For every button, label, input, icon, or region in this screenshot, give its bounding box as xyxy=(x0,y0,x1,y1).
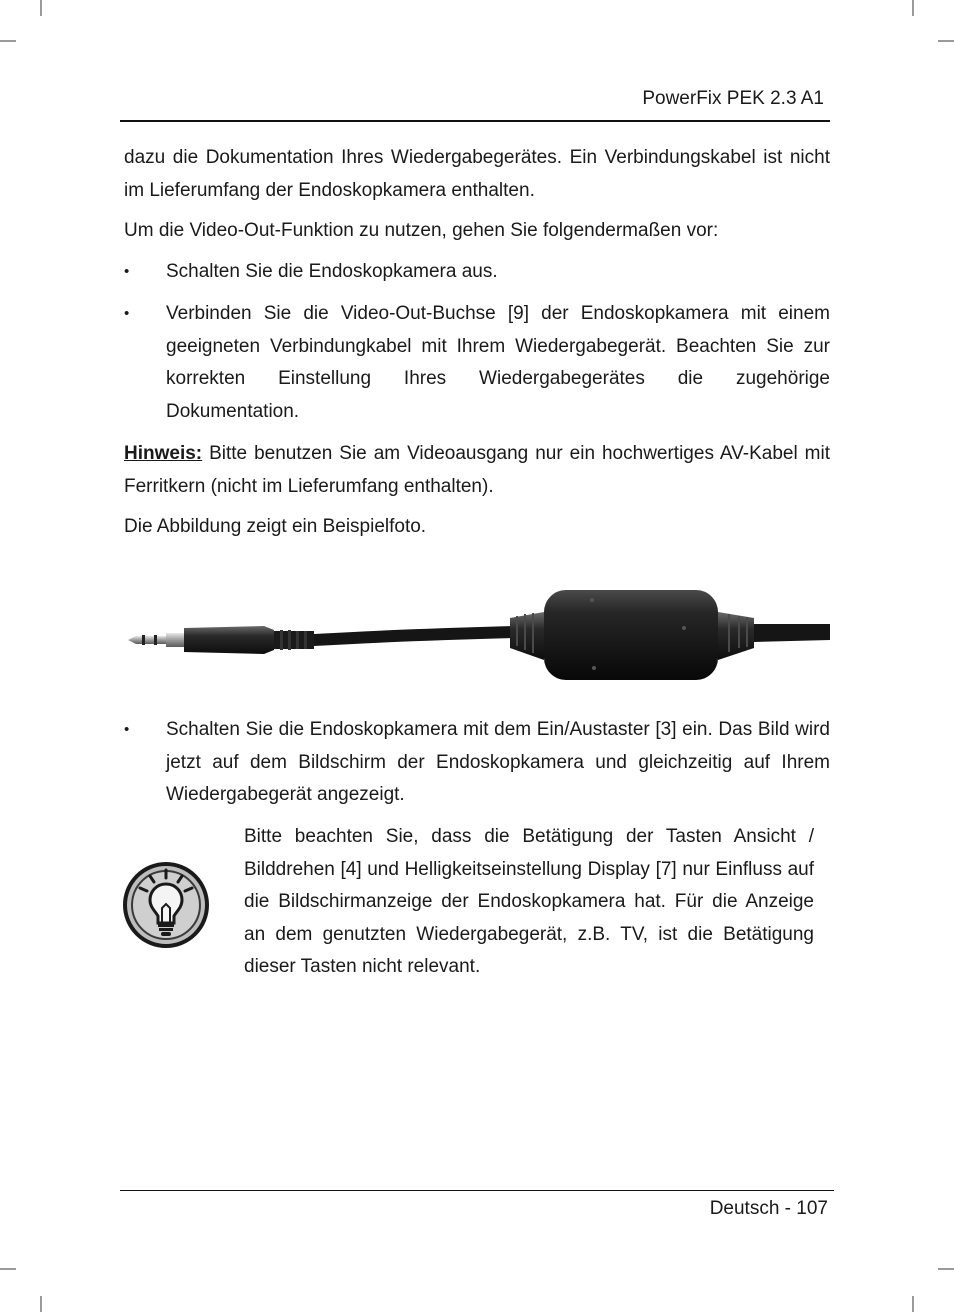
av-cable-photo xyxy=(124,584,830,684)
crop-mark xyxy=(938,1268,954,1270)
bullet-symbol: • xyxy=(124,721,130,738)
paragraph-photo-caption: Die Abbildung zeigt ein Beispielfoto. xyxy=(124,516,427,537)
paragraph-intro: dazu die Dokumentation Ihres Wiedergabegerätes. Ein Verbindungskabel ist nicht im Lieferumfang der Endoskopkamera enthalten. xyxy=(124,147,830,201)
crop-mark xyxy=(912,0,914,16)
note-paragraph xyxy=(124,438,830,503)
page-header-title: PowerFix PEK 2.3 A1 xyxy=(642,88,824,109)
tip-text: Bitte beachten Sie, dass die Betätigung der Tasten Ansicht / Bilddrehen [4] und Helligkeitseinstellung Display [7] nur Einfluss auf die Bildschirmanzeige der Endoskopkamera hat. Für die Anzeige an dem genutzten Wiedergabegerät, z.B. TV, ist die Betätigung dieser Tasten nicht relevant. xyxy=(244,826,814,977)
list-item-text: Schalten Sie die Endoskopkamera mit dem Ein/Austaster [3] ein. Das Bild wird jetzt auf dem Bildschirm der Endoskopkamera und gleichzeitig auf Ihrem Wiedergabegerät angezeigt. xyxy=(166,719,830,805)
list-item xyxy=(124,256,830,289)
crop-mark xyxy=(0,40,16,42)
bullet-symbol: • xyxy=(124,305,130,322)
list-item xyxy=(124,714,830,812)
list-item-text: Verbinden Sie die Video-Out-Buchse [9] der Endoskopkamera mit einem geeigneten Verbindungkabel mit Ihrem Wiedergabegerät. Beachten Sie zur korrekten Einstellung Ihres Wiedergabegerätes die zugehörige Dokumentation. xyxy=(166,303,830,422)
crop-mark xyxy=(40,0,42,16)
lightbulb-icon xyxy=(122,860,210,950)
crop-mark xyxy=(938,40,954,42)
page-footer: Deutsch - 107 xyxy=(709,1198,828,1219)
bullet-symbol: • xyxy=(124,263,130,280)
crop-mark xyxy=(912,1296,914,1312)
list-item xyxy=(124,298,830,428)
footer-rule xyxy=(120,1190,834,1191)
header-rule xyxy=(120,120,830,122)
list-item-text: Schalten Sie die Endoskopkamera aus. xyxy=(166,261,498,282)
crop-mark xyxy=(40,1296,42,1312)
crop-mark xyxy=(0,1268,16,1270)
note-label: Hinweis: xyxy=(124,443,203,464)
paragraph-instructions-lead: Um die Video-Out-Funktion zu nutzen, gehen Sie folgendermaßen vor: xyxy=(124,220,719,241)
note-text: Bitte benutzen Sie am Videoausgang nur ein hochwertiges AV-Kabel mit Ferritkern (nicht im Lieferumfang enthalten). xyxy=(124,443,830,497)
